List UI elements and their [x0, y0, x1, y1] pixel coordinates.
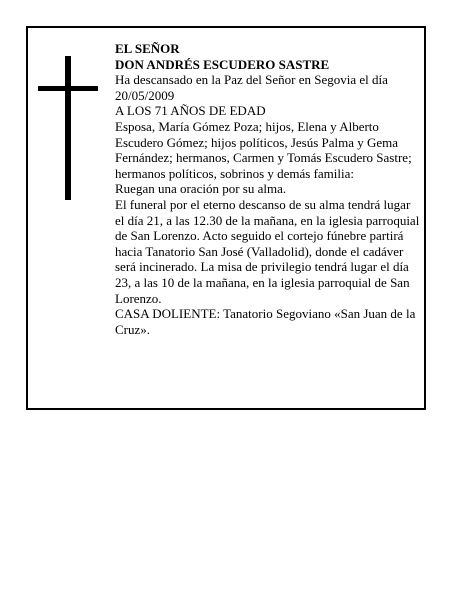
notice-title: EL SEÑOR: [115, 41, 180, 56]
cross-icon: [38, 56, 98, 200]
house-of-mourning: CASA DOLIENTE: Tanatorio Segoviano «San Juan de la Cruz».: [115, 306, 416, 337]
deceased-name: DON ANDRÉS ESCUDERO SASTRE: [115, 56, 330, 72]
funeral-info: El funeral por el eterno descanso de su alma tendrá lugar el día 21, a las 12.30 de la mañana, en la iglesia parroquial de San Lorenzo. Acto seguido el cortejo fúnebre partirá hacia Tanatorio San José (Valladolid), donde el cadáver será incinerado. La misa de privilegio tendrá lugar el día 23, a las 10 de la mañana, en la iglesia parroquial de San Lorenzo.: [115, 196, 420, 306]
notice-text: [115, 41, 421, 337]
family-list: Esposa, María Gómez Poza; hijos, Elena y Alberto Escudero Gómez; hijos políticos, Jesús Palma y Gema Fernández; hermanos, Carmen y Tomás Escudero Sastre; hermanos políticos, sobrinos y demás familia:: [115, 118, 412, 181]
prayer-request: Ruegan una oración por su alma.: [115, 181, 287, 197]
age-line: A LOS 71 AÑOS DE EDAD: [115, 103, 266, 119]
cross-vertical-bar: [65, 56, 71, 200]
cross-horizontal-bar: [38, 86, 98, 91]
death-info: Ha descansado en la Paz del Señor en Segovia el día 20/05/2009: [115, 72, 388, 103]
obituary-notice: [26, 26, 426, 410]
